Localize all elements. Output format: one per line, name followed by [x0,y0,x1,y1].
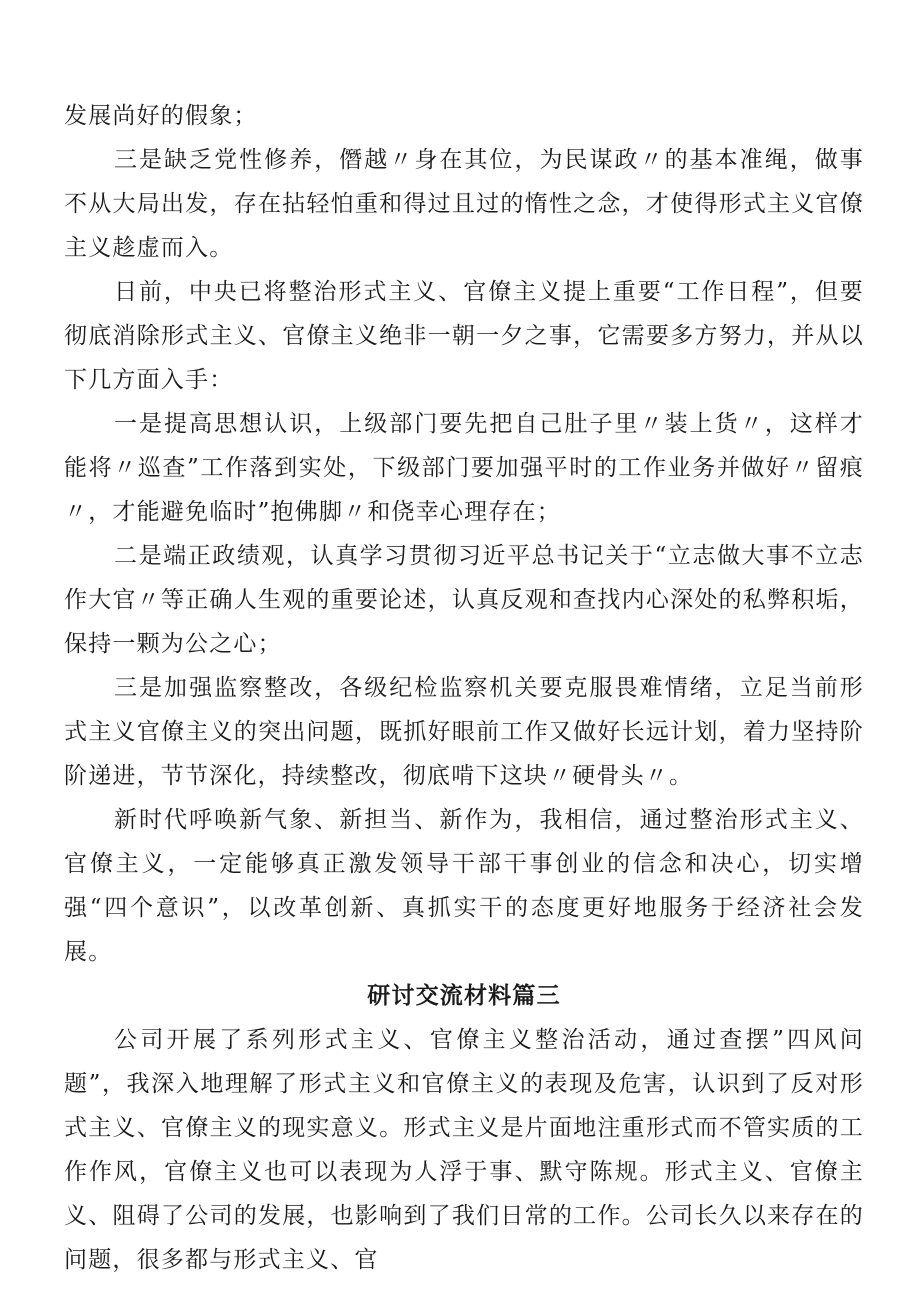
paragraph-conclusion: 新时代呼唤新气象、新担当、新作为，我相信，通过整治形式主义、官僚主义，一定能够真正激发领导干部干事创业的信念和决心，切实增强“四个意识”，以改革创新、真抓实干的态度更好地服务于经济社会发展。 [64,807,864,965]
paragraph-measure-one: 一是提高思想认识，上级部门要先把自己肚子里〃装上货〃，这样才能将〃巡查”工作落到实处，下级部门要加强平时的工作业务并做好〃留痕〃，才能避免临时”抱佛脚〃和侥幸心理存在； [64,411,864,525]
paragraph-measure-three: 三是加强监察整改，各级纪检监察机关要克服畏难情绪，立足当前形式主义官僚主义的突出问题，既抓好眼前工作又做好长远计划，着力坚持阶阶递进，节节深化，持续整改，彻底啃下这块〃硬骨头〃。 [64,675,864,789]
paragraph-continuation: 发展尚好的假象； [64,103,258,129]
section-title: 研讨交流材料篇三 [367,982,561,1009]
paragraph-section-three-intro: 公司开展了系列形式主义、官僚主义整治活动，通过查摆”四风问题”，我深入地理解了形式主义和官僚主义的表现及危害，认识到了反对形式主义、官僚主义的现实意义。形式主义是片面地注重形式而不管实质的工作作风，官僚主义也可以表现为人浮于事、默守陈规。形式主义、官僚主义、阻碍了公司的发展，也影响到了我们日常的工作。公司长久以来存在的问题，很多都与形式主义、官 [64,1027,864,1273]
document-body [64,94,864,1282]
paragraph-cause-three: 三是缺乏党性修养，僭越〃身在其位，为民谋政〃的基本准绳，做事不从大局出发，存在拈轻怕重和得过且过的惰性之念，才使得形式主义官僚主义趁虚而入。 [64,147,864,261]
paragraph-measure-two: 二是端正政绩观，认真学习贯彻习近平总书记关于“立志做大事不立志作大官〃等正确人生观的重要论述，认真反观和查找内心深处的私弊积垢，保持一颗为公之心； [64,543,864,657]
paragraph-central-agenda: 日前，中央已将整治形式主义、官僚主义提上重要“工作日程”，但要彻底消除形式主义、官僚主义绝非一朝一夕之事，它需要多方努力，并从以下几方面入手： [64,279,864,393]
